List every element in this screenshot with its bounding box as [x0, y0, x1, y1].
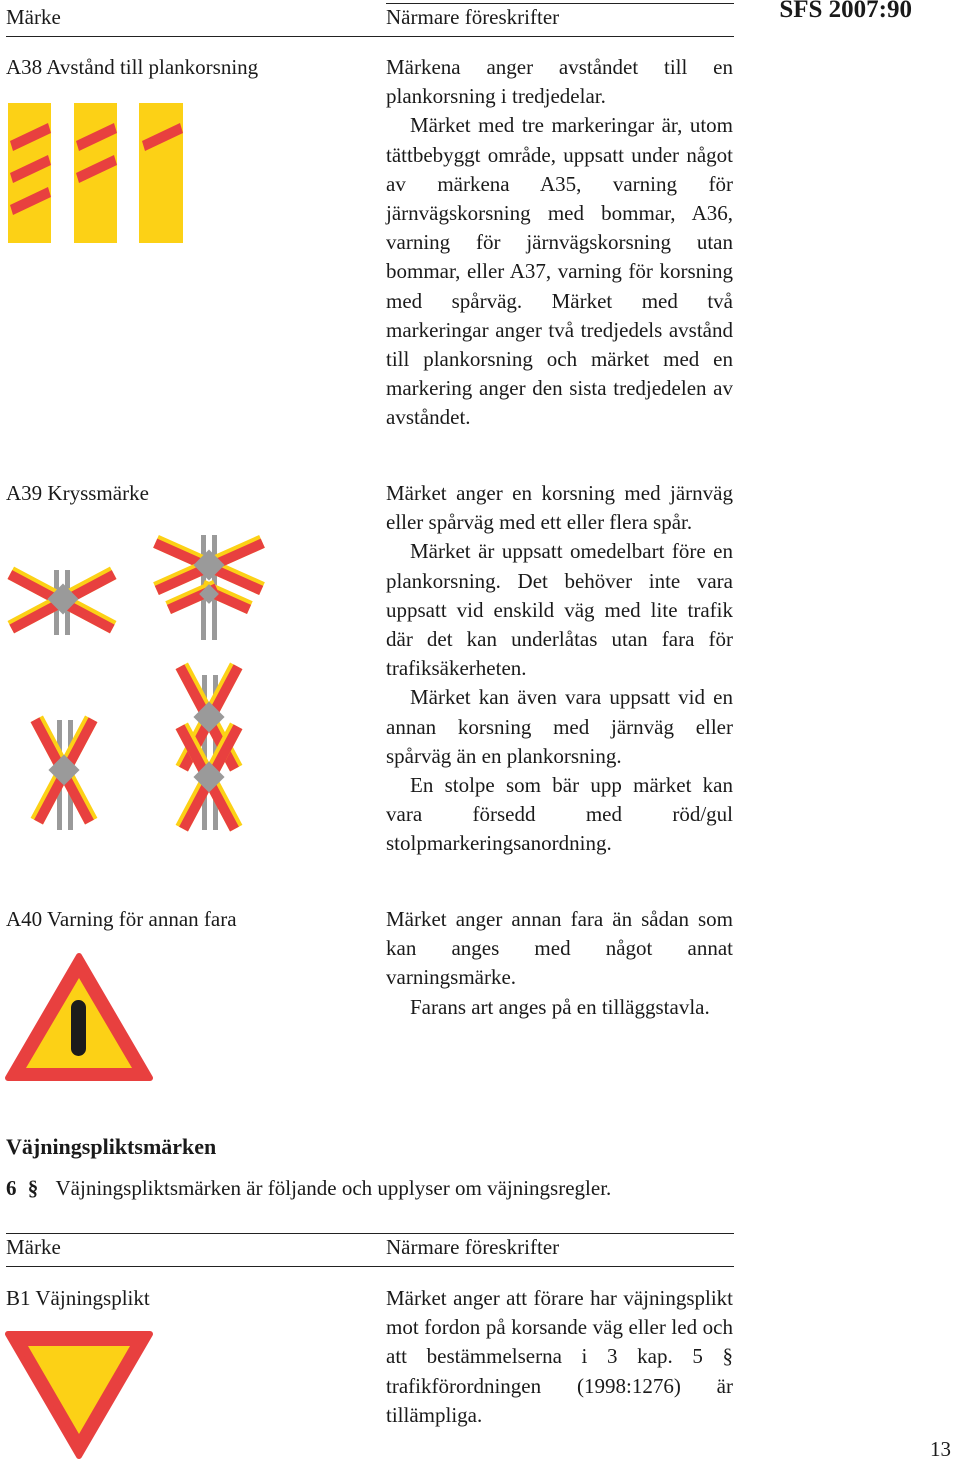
paragraph: Märket anger att förare har väjningsplikt mot fordon på korsande väg eller led och att bestämmelserna i 3 kap. 5 § trafikförordningen (1998:1276) är tillämpliga.: [386, 1286, 733, 1427]
a40-warning-sign: [4, 952, 154, 1084]
b1-yield-sign: [4, 1330, 154, 1460]
exclamation-bar: [71, 1000, 86, 1056]
entry-text-a38: [386, 53, 733, 433]
paragraph: Märket kan även vara uppsatt vid en annan korsning med järnväg eller spårväg än en plankorsning.: [386, 685, 733, 768]
paragraph-text: Väjningspliktsmärken är följande och upplyser om väjningsregler.: [55, 1176, 612, 1200]
section-sign: §: [27, 1176, 39, 1200]
paragraph-number: 6: [6, 1176, 17, 1200]
entry-title-a38: A38 Avstånd till plankorsning: [6, 55, 259, 79]
header2-bottom-rule: [6, 1266, 734, 1267]
crossbuck-single-vertical: [31, 716, 98, 830]
a38-distance-signs: [6, 101, 196, 246]
paragraph: Märket anger en korsning med järnväg eller spårväg med ett eller flera spår.: [386, 481, 733, 535]
column-header-regulations-2: Närmare föreskrifter: [386, 1235, 560, 1259]
crossbuck-double-vertical: [176, 663, 243, 832]
column-header-regulations: Närmare föreskrifter: [386, 5, 560, 29]
sign-three-marks: [8, 103, 51, 243]
entry-text-a39: [386, 479, 733, 859]
header2-top-rule: [6, 1233, 734, 1234]
section-title: Väjningspliktsmärken: [6, 1134, 217, 1159]
header-top-rule: [386, 3, 734, 4]
crossbuck-single-horizontal: [8, 567, 117, 635]
column-header-sign-2: Märke: [6, 1235, 61, 1259]
entry-title-a39: A39 Kryssmärke: [6, 481, 149, 505]
entry-text-b1: [386, 1284, 733, 1430]
paragraph: Farans art anges på en tilläggstavla.: [410, 994, 710, 1019]
sign-two-marks: [74, 103, 117, 243]
sfs-number: SFS 2007:90: [779, 0, 912, 23]
entry-text-a40: [386, 905, 733, 1022]
crossbuck-double-horizontal: [153, 535, 265, 640]
column-header-sign: Märke: [6, 5, 61, 29]
paragraph: Märket är uppsatt omedelbart före en plankorsning. Det behöver inte vara uppsatt vid enskild väg med lite trafik där det kan underlåtas utan fara för trafiksäkerheten.: [386, 539, 733, 681]
page-number: 13: [930, 1437, 951, 1461]
sign-one-mark: [139, 103, 183, 243]
paragraph: Märkena anger avståndet till en plankorsning i tredjedelar.: [386, 55, 733, 109]
paragraph-6: [6, 1176, 611, 1201]
paragraph: Märket med tre markeringar är, utom tättbebyggt område, uppsatt under något av märkena A35, varning för järnvägskorsning med bommar, A36, varning för järnvägskorsning utan bommar, eller A37, varning för korsning med spårväg. Märket med två markeringar anger två tredjedels avstånd till plankorsning och märket med en markering anger den sista tredjedelen av avståndet.: [386, 113, 733, 430]
entry-title-b1: B1 Väjningsplikt: [6, 1286, 150, 1310]
paragraph: Märket anger annan fara än sådan som kan anges med något annat varningsmärke.: [386, 907, 733, 990]
paragraph: En stolpe som bär upp märket kan vara försedd med röd/gul stolpmarkeringsanordning.: [386, 773, 733, 856]
header-bottom-rule: [6, 36, 734, 37]
entry-title-a40: A40 Varning för annan fara: [6, 907, 237, 931]
a39-crossbuck-signs: [4, 525, 274, 835]
